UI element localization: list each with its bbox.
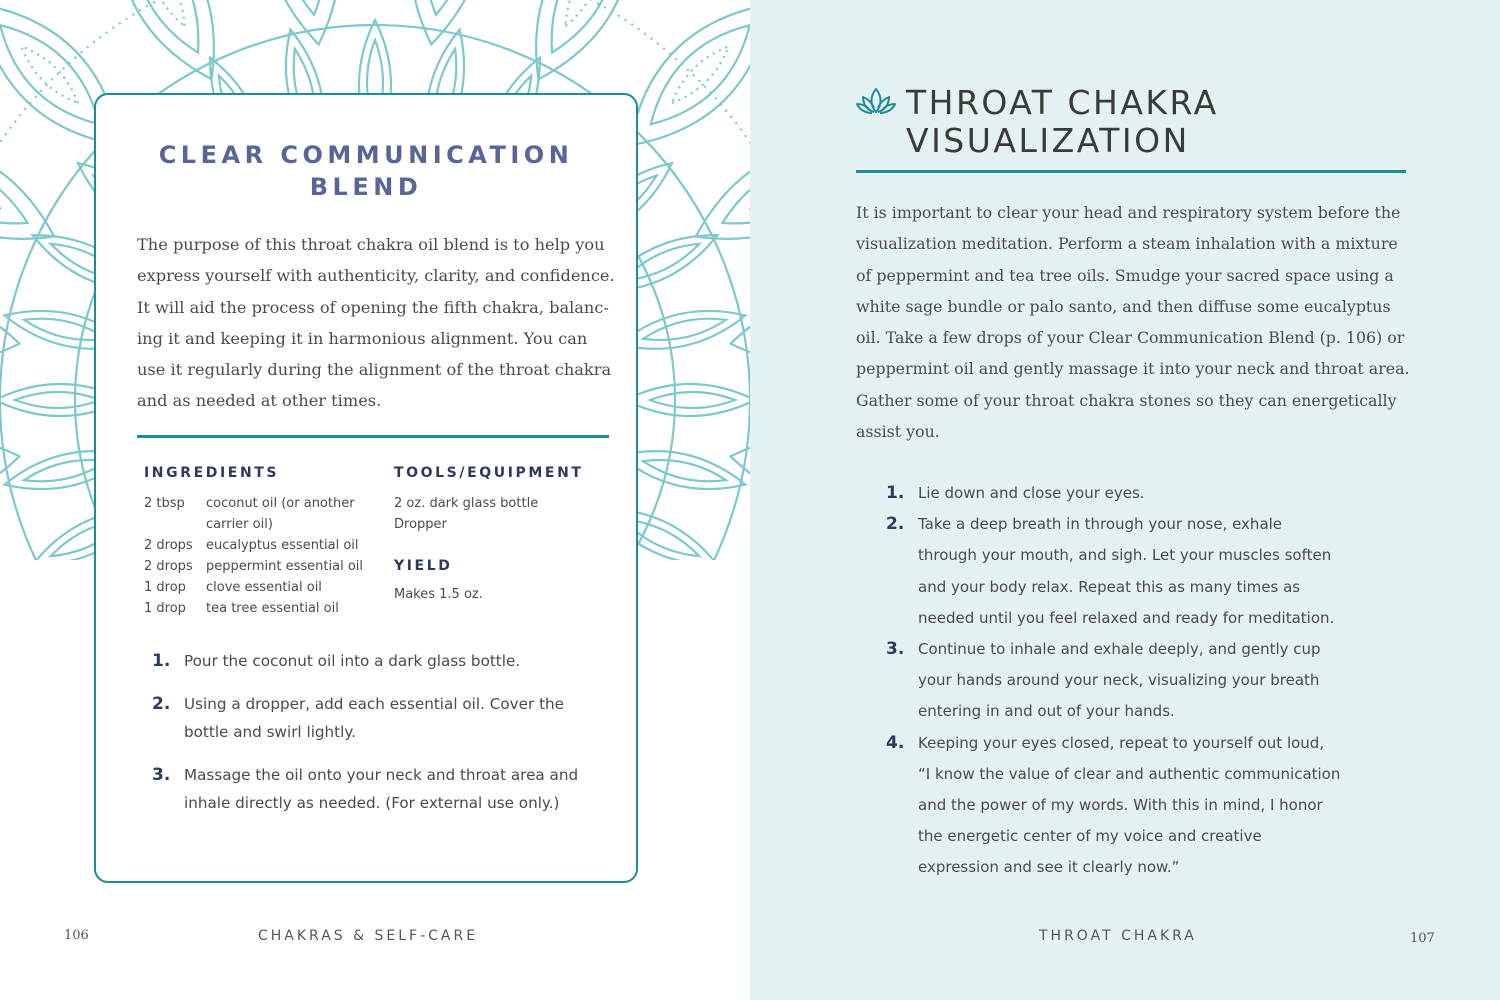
tool-item: 2 oz. dark glass bottle	[394, 496, 539, 511]
ingredient-row	[144, 535, 374, 556]
visualization-steps	[886, 478, 1376, 884]
visualization-step	[886, 634, 1376, 728]
section-title-line: VISUALIZATION	[906, 121, 1190, 160]
lotus-icon	[856, 86, 896, 116]
ingredient-qty: 2 drops	[144, 538, 193, 553]
step-text: Pour the coconut oil into a dark glass bottle.	[184, 652, 521, 670]
ingredient-name: coconut oil (or another carrier oil)	[206, 496, 355, 532]
tool-item: Dropper	[394, 517, 447, 532]
recipe-title-line: BLEND	[309, 173, 423, 201]
step-line: and your body relax. Repeat this as many times as	[918, 577, 1301, 596]
recipe-step	[152, 647, 592, 675]
step-line: entering in and out of your hands.	[918, 702, 1175, 721]
step-text: Massage the oil onto your neck and throat area and inhale directly as needed. (For external use only.)	[184, 766, 579, 812]
intro-line: use it regularly during the alignment of the throat chakra	[137, 360, 612, 380]
step-line: your hands around your neck, visualizing your breath	[918, 671, 1320, 690]
step-number: 1.	[886, 483, 905, 503]
recipe-title	[96, 139, 636, 203]
step-line: the energetic center of my voice and creative	[918, 827, 1262, 846]
intro-line: peppermint oil and gently massage it into your neck and throat area.	[856, 359, 1410, 379]
running-head-right: THROAT CHAKRA	[1039, 928, 1197, 944]
step-number: 3.	[152, 765, 171, 785]
step-number: 2.	[886, 514, 905, 535]
ingredient-name: clove essential oil	[206, 580, 322, 595]
ingredient-qty: 2 tbsp	[144, 496, 185, 511]
step-number: 1.	[152, 651, 171, 671]
ingredient-row	[144, 556, 374, 577]
step-line: expression and see it clearly now.”	[918, 858, 1180, 877]
intro-line: The purpose of this throat chakra oil blend is to help you	[137, 235, 605, 254]
step-number: 3.	[886, 639, 905, 660]
step-number: 4.	[886, 732, 905, 753]
step-line: “I know the value of clear and authentic communication	[918, 764, 1341, 783]
ingredients-heading: INGREDIENTS	[144, 465, 280, 481]
ingredient-name: peppermint essential oil	[206, 559, 363, 574]
section-intro	[856, 197, 1416, 447]
recipe-steps	[152, 647, 592, 832]
intro-line: Gather some of your throat chakra stones so they can energetically	[856, 390, 1397, 410]
tools-heading: TOOLS/EQUIPMENT	[394, 465, 584, 481]
intro-line: oil. Take a few drops of your Clear Communication Blend (p. 106) or	[856, 328, 1405, 348]
step-line: needed until you feel relaxed and ready for meditation.	[918, 608, 1335, 627]
recipe-intro	[137, 229, 615, 417]
step-text: Using a dropper, add each essential oil. Cover the bottle and swirl lightly.	[184, 695, 564, 741]
step-line: Take a deep breath in through your nose, exhale	[918, 515, 1283, 534]
running-head-left: CHAKRAS & SELF-CARE	[258, 928, 479, 944]
recipe-step	[152, 690, 592, 746]
yield-heading: YIELD	[394, 558, 453, 574]
recipe-card	[94, 93, 638, 883]
step-line: through your mouth, and sigh. Let your muscles soften	[918, 546, 1332, 565]
divider	[856, 170, 1406, 173]
step-line: and the power of my words. With this in mind, I honor	[918, 796, 1323, 815]
visualization-step	[886, 509, 1376, 634]
ingredient-name: eucalyptus essential oil	[206, 538, 359, 553]
right-page	[750, 0, 1500, 1000]
step-line: Keeping your eyes closed, repeat to yourself out loud,	[918, 733, 1325, 752]
yield-value: Makes 1.5 oz.	[394, 587, 483, 602]
ingredient-qty: 1 drop	[144, 580, 186, 595]
intro-line: ing it and keeping it in harmonious alignment. You can	[137, 328, 588, 348]
ingredient-row	[144, 598, 374, 619]
intro-line: visualization meditation. Perform a steam inhalation with a mixture	[856, 234, 1398, 254]
intro-line: assist you.	[856, 422, 940, 442]
ingredient-name: tea tree essential oil	[206, 601, 339, 616]
section-title-line: THROAT CHAKRA	[906, 83, 1219, 122]
ingredient-qty: 1 drop	[144, 601, 186, 616]
step-line: Continue to inhale and exhale deeply, and gently cup	[918, 640, 1321, 659]
intro-line: express yourself with authenticity, clarity, and confidence.	[137, 266, 615, 286]
recipe-step	[152, 761, 592, 817]
ingredients-list	[144, 493, 374, 619]
ingredient-row	[144, 577, 374, 598]
intro-line: It will aid the process of opening the fifth chakra, balanc-	[137, 297, 609, 317]
intro-line: white sage bundle or palo santo, and then diffuse some eucalyptus	[856, 296, 1391, 316]
ingredient-qty: 2 drops	[144, 559, 193, 574]
intro-line: and as needed at other times.	[137, 391, 382, 411]
visualization-step	[886, 478, 1376, 509]
tools-list	[394, 493, 538, 535]
page-number-left: 106	[64, 928, 89, 943]
intro-line: of peppermint and tea tree oils. Smudge your sacred space using a	[856, 265, 1394, 285]
intro-line: It is important to clear your head and respiratory system before the	[856, 203, 1401, 222]
section-title	[906, 84, 1219, 160]
ingredient-row	[144, 493, 374, 535]
step-number: 2.	[152, 694, 171, 714]
divider	[137, 435, 609, 438]
page-number-right: 107	[1410, 931, 1435, 946]
step-line: Lie down and close your eyes.	[918, 484, 1145, 502]
visualization-step	[886, 728, 1376, 884]
recipe-title-line: CLEAR COMMUNICATION	[158, 141, 574, 169]
